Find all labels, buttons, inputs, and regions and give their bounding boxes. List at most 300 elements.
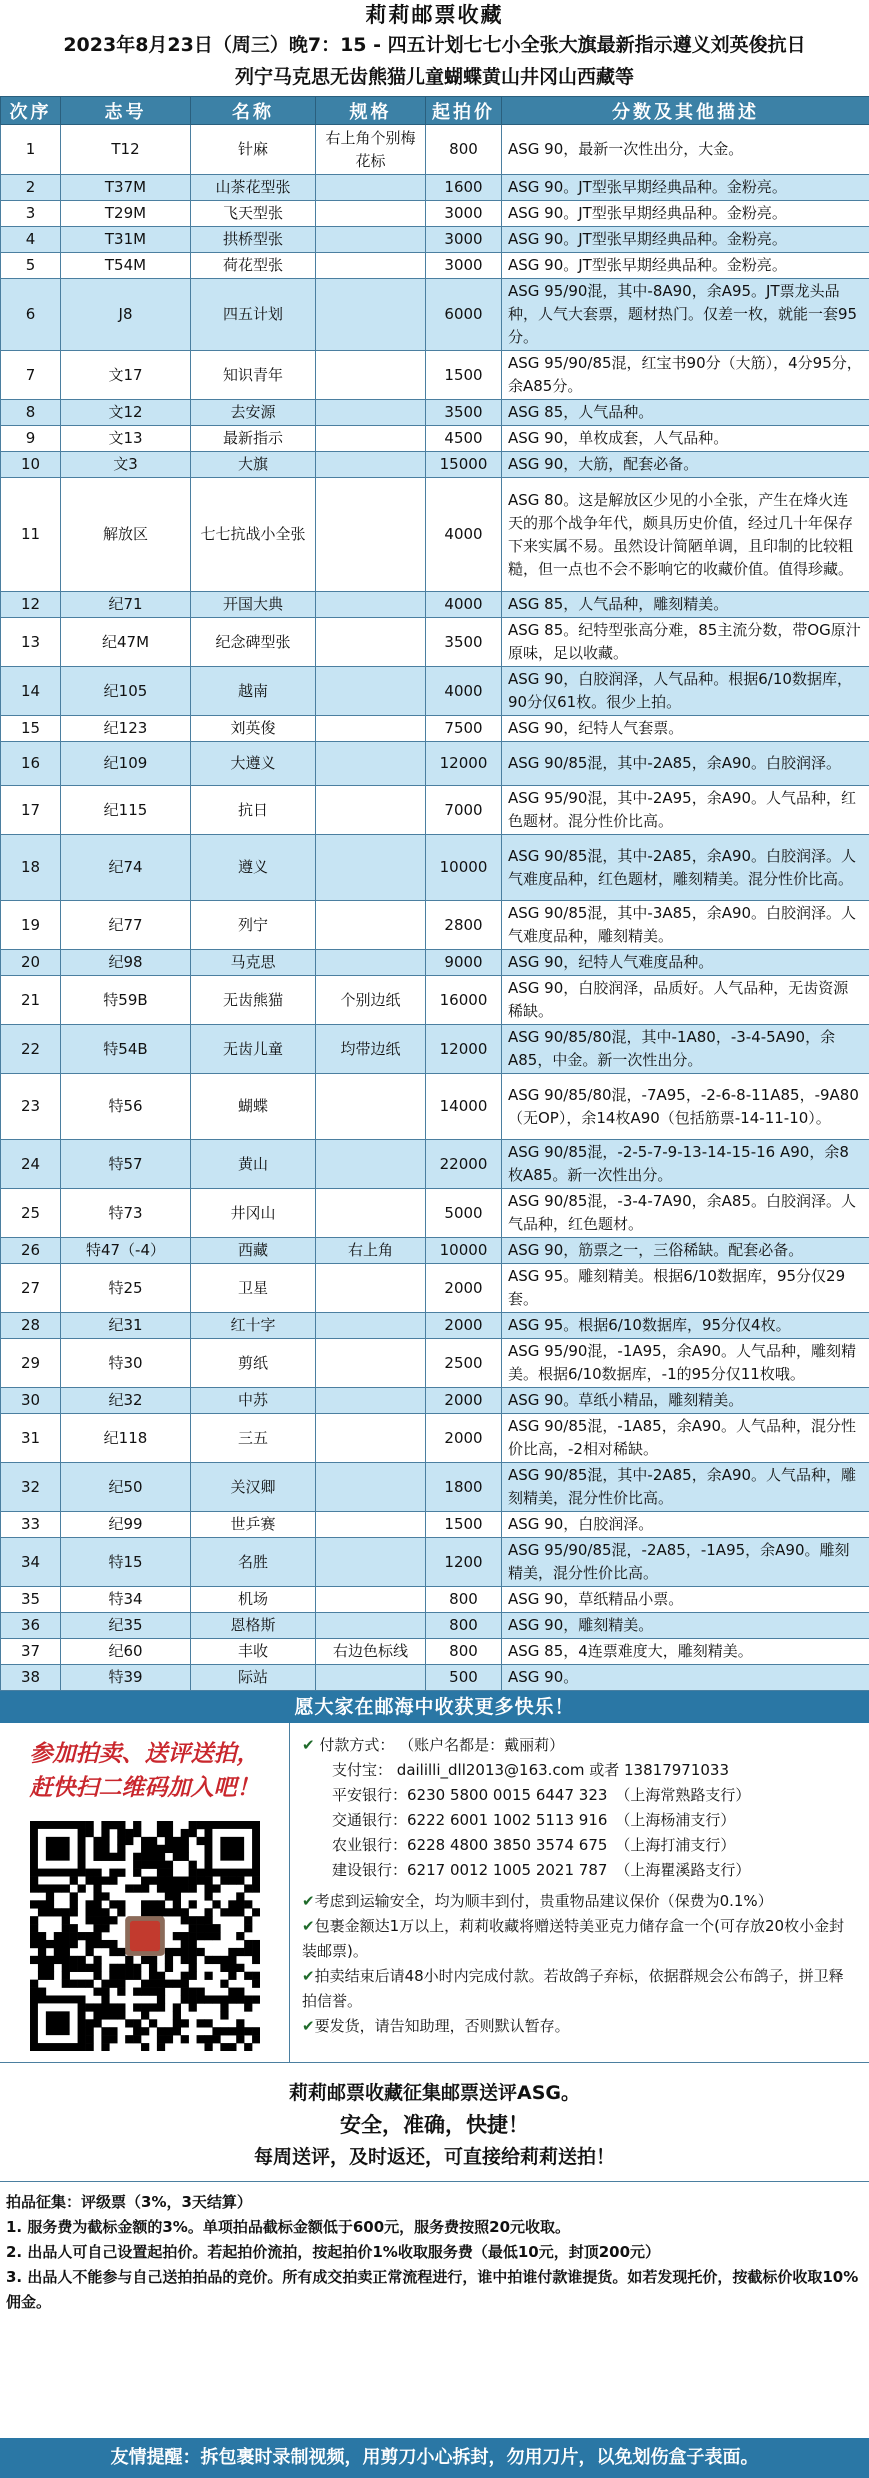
bank-number: 6217 0012 1005 2021 787 xyxy=(407,1861,608,1879)
table-row xyxy=(1,1313,869,1339)
cell-spec xyxy=(316,1665,426,1691)
cell-name: 越南 xyxy=(191,667,316,716)
cell-price: 800 xyxy=(426,125,502,175)
cell-code: T37M xyxy=(61,175,191,201)
bank-branch: （上海杨浦支行） xyxy=(615,1811,736,1829)
cell-code: T29M xyxy=(61,201,191,227)
cell-price: 4000 xyxy=(426,478,502,592)
cell-code: 纪71 xyxy=(61,592,191,618)
cell-spec xyxy=(316,1463,426,1512)
cell-name: 名胜 xyxy=(191,1538,316,1587)
cell-no: 14 xyxy=(1,667,61,716)
cell-name: 红十字 xyxy=(191,1313,316,1339)
alipay-value: daililli_dll2013@163.com 或者 13817971033 xyxy=(396,1761,729,1779)
cell-desc: ASG 90，筋票之一，三俗稀缺。配套必备。 xyxy=(502,1238,869,1264)
qr-code-icon[interactable] xyxy=(30,1821,260,2051)
page-subtitle: 2023年8月23日（周三）晚7：15 - 四五计划七七小全张大旗最新指示遵义刘英俊抗日 xyxy=(63,34,806,56)
cell-price: 2000 xyxy=(426,1313,502,1339)
cell-price: 4000 xyxy=(426,592,502,618)
table-row xyxy=(1,716,869,742)
cell-name: 井冈山 xyxy=(191,1189,316,1238)
promo-line-1: 参加拍卖、送评送拍， xyxy=(29,1740,260,1767)
cell-no: 20 xyxy=(1,950,61,976)
notice-item xyxy=(302,1964,857,2014)
cell-name: 三五 xyxy=(191,1414,316,1463)
cell-name: 去安源 xyxy=(191,400,316,426)
bank-row xyxy=(302,1858,857,1883)
table-row xyxy=(1,1463,869,1512)
cell-no: 25 xyxy=(1,1189,61,1238)
bank-label: 建设银行： xyxy=(332,1861,408,1879)
cell-spec xyxy=(316,742,426,786)
cell-name: 最新指示 xyxy=(191,426,316,452)
cell-code: 纪32 xyxy=(61,1388,191,1414)
table-row xyxy=(1,400,869,426)
table-row xyxy=(1,1587,869,1613)
cell-name: 四五计划 xyxy=(191,279,316,351)
cell-price: 5000 xyxy=(426,1189,502,1238)
cell-name: 开国大典 xyxy=(191,592,316,618)
table-row xyxy=(1,1613,869,1639)
cell-name: 马克思 xyxy=(191,950,316,976)
cell-price: 6000 xyxy=(426,279,502,351)
table-row xyxy=(1,667,869,716)
cell-name: 中苏 xyxy=(191,1388,316,1414)
cell-no: 19 xyxy=(1,901,61,950)
cell-no: 37 xyxy=(1,1639,61,1665)
cell-desc: ASG 85，4连票难度大，雕刻精美。 xyxy=(502,1639,869,1665)
bank-branch: （上海打浦支行） xyxy=(615,1836,736,1854)
cell-code: 特54B xyxy=(61,1025,191,1074)
cell-code: 特30 xyxy=(61,1339,191,1388)
notice-text: 包裹金额达1万以上，莉莉收藏将赠送特美亚克力储存盒一个(可存放20枚小金封装邮票)。 xyxy=(302,1917,845,1960)
rules-title: 拍品征集：评级票（3%，3天结算） xyxy=(6,2193,252,2211)
cell-spec xyxy=(316,227,426,253)
cell-spec xyxy=(316,592,426,618)
bank-branch: （上海常熟路支行） xyxy=(615,1786,751,1804)
cell-desc: ASG 90，最新一次性出分，大金。 xyxy=(502,125,869,175)
cell-spec xyxy=(316,1587,426,1613)
cell-desc: ASG 90，白胶润泽，品质好。人气品种，无齿资源稀缺。 xyxy=(502,976,869,1025)
table-row xyxy=(1,1264,869,1313)
cell-spec xyxy=(316,1264,426,1313)
cell-no: 28 xyxy=(1,1313,61,1339)
promo-line-2: 赶快扫二维码加入吧！ xyxy=(29,1774,260,1801)
cell-name: 抗日 xyxy=(191,786,316,835)
notice-item xyxy=(302,1889,857,1914)
cell-code: 特34 xyxy=(61,1587,191,1613)
cell-no: 27 xyxy=(1,1264,61,1313)
cell-desc: ASG 90/85混，-3-4-7A90，余A85。白胶润泽。人气品种，红色题材。 xyxy=(502,1189,869,1238)
bank-number: 6222 6001 1002 5113 916 xyxy=(407,1811,608,1829)
cell-price: 3500 xyxy=(426,618,502,667)
table-row xyxy=(1,478,869,592)
cell-name: 无齿儿童 xyxy=(191,1025,316,1074)
table-row xyxy=(1,901,869,950)
cell-desc: ASG 90，纪特人气套票。 xyxy=(502,716,869,742)
table-row xyxy=(1,786,869,835)
cell-spec xyxy=(316,950,426,976)
cell-price: 800 xyxy=(426,1613,502,1639)
cell-no: 11 xyxy=(1,478,61,592)
cell-price: 12000 xyxy=(426,742,502,786)
cell-desc: ASG 80。这是解放区少见的小全张，产生在烽火连天的那个战争年代，颇具历史价值，经过几十年保存下来实属不易。虽然设计简陋单调，且印制的比较粗糙，但一点也不会不影响它的收藏价值。值得珍藏。 xyxy=(502,478,869,592)
cell-desc: ASG 95/90混，-1A95，余A90。人气品种，雕刻精美。根据6/10数据库，-1的95分仅11枚哦。 xyxy=(502,1339,869,1388)
cell-desc: ASG 90/85/80混，其中-1A80，-3-4-5A90，余A85，中金。新一次性出分。 xyxy=(502,1025,869,1074)
cell-code: 纪31 xyxy=(61,1313,191,1339)
bank-number: 6228 4800 3850 3574 675 xyxy=(407,1836,608,1854)
cell-name: 丰收 xyxy=(191,1639,316,1665)
cell-code: 纪115 xyxy=(61,786,191,835)
cell-price: 10000 xyxy=(426,1238,502,1264)
table-row xyxy=(1,227,869,253)
cell-spec xyxy=(316,1538,426,1587)
check-icon: ✔ xyxy=(302,1736,315,1754)
cell-no: 4 xyxy=(1,227,61,253)
cell-code: 特56 xyxy=(61,1074,191,1140)
cell-code: 纪47M xyxy=(61,618,191,667)
table-row xyxy=(1,279,869,351)
cell-desc: ASG 90。JT型张早期经典品种。金粉亮。 xyxy=(502,227,869,253)
cell-no: 5 xyxy=(1,253,61,279)
cell-name: 列宁 xyxy=(191,901,316,950)
cell-no: 17 xyxy=(1,786,61,835)
cell-code: 纪60 xyxy=(61,1639,191,1665)
cell-desc: ASG 90，单枚成套，人气品种。 xyxy=(502,426,869,452)
cell-code: 特25 xyxy=(61,1264,191,1313)
cell-desc: ASG 90/85/80混，-7A95，-2-6-8-11A85，-9A80（无OP），余14枚A90（包括筋票-14-11-10）。 xyxy=(502,1074,869,1140)
cell-spec xyxy=(316,786,426,835)
cell-desc: ASG 90。JT型张早期经典品种。金粉亮。 xyxy=(502,201,869,227)
table-row xyxy=(1,1189,869,1238)
cell-spec xyxy=(316,253,426,279)
cell-price: 12000 xyxy=(426,1025,502,1074)
cell-desc: ASG 90/85混，其中-3A85，余A90。白胶润泽。人气难度品种，雕刻精美。 xyxy=(502,901,869,950)
cell-price: 7000 xyxy=(426,786,502,835)
cell-desc: ASG 90，白胶润泽，人气品种。根据6/10数据库，90分仅61枚。很少上拍。 xyxy=(502,667,869,716)
cell-code: 纪50 xyxy=(61,1463,191,1512)
cell-spec xyxy=(316,1189,426,1238)
col-header-desc: 分数及其他描述 xyxy=(502,97,869,125)
cell-price: 7500 xyxy=(426,716,502,742)
cell-spec xyxy=(316,1613,426,1639)
cell-name: 机场 xyxy=(191,1587,316,1613)
cell-no: 16 xyxy=(1,742,61,786)
cell-price: 16000 xyxy=(426,976,502,1025)
cell-code: 特47（-4） xyxy=(61,1238,191,1264)
cell-no: 22 xyxy=(1,1025,61,1074)
cell-no: 21 xyxy=(1,976,61,1025)
payment-heading: 付款方式： xyxy=(319,1736,395,1754)
cell-name: 荷花型张 xyxy=(191,253,316,279)
table-row xyxy=(1,426,869,452)
cell-price: 2000 xyxy=(426,1414,502,1463)
cell-price: 1800 xyxy=(426,1463,502,1512)
cell-no: 18 xyxy=(1,835,61,901)
cell-price: 10000 xyxy=(426,835,502,901)
table-row xyxy=(1,1140,869,1189)
cell-spec xyxy=(316,279,426,351)
col-header-code: 志号 xyxy=(61,97,191,125)
cell-name: 山茶花型张 xyxy=(191,175,316,201)
cell-code: 纪98 xyxy=(61,950,191,976)
cell-price: 14000 xyxy=(426,1074,502,1140)
cell-desc: ASG 90。JT型张早期经典品种。金粉亮。 xyxy=(502,175,869,201)
bank-row xyxy=(302,1808,857,1833)
cell-desc: ASG 90，大筋，配套必备。 xyxy=(502,452,869,478)
table-row xyxy=(1,1025,869,1074)
footer-reminder: 友情提醒：拆包裹时录制视频，用剪刀小心拆封，勿用刀片，以免划伤盒子表面。 xyxy=(0,2438,869,2478)
cell-spec xyxy=(316,901,426,950)
banner: 愿大家在邮海中收获更多快乐！ xyxy=(0,1691,869,1723)
cell-spec xyxy=(316,667,426,716)
cell-no: 12 xyxy=(1,592,61,618)
cell-spec xyxy=(316,1074,426,1140)
cell-code: 纪105 xyxy=(61,667,191,716)
cell-desc: ASG 95/90混，其中-8A90，余A95。JT票龙头品种，人气大套票，题材热门。仅差一枚，就能一套95分。 xyxy=(502,279,869,351)
rules-section xyxy=(0,2181,869,2319)
cell-no: 34 xyxy=(1,1538,61,1587)
cell-code: 特73 xyxy=(61,1189,191,1238)
cell-desc: ASG 85，人气品种，雕刻精美。 xyxy=(502,592,869,618)
cell-no: 23 xyxy=(1,1074,61,1140)
cell-name: 剪纸 xyxy=(191,1339,316,1388)
cell-desc: ASG 90。草纸小精品，雕刻精美。 xyxy=(502,1388,869,1414)
lots-table xyxy=(0,96,869,1691)
cell-name: 世乒赛 xyxy=(191,1512,316,1538)
table-row xyxy=(1,1538,869,1587)
check-icon: ✔ xyxy=(302,1967,315,1985)
payment-panel xyxy=(290,1723,869,2062)
cell-no: 36 xyxy=(1,1613,61,1639)
cell-no: 6 xyxy=(1,279,61,351)
cell-code: 纪123 xyxy=(61,716,191,742)
cell-spec xyxy=(316,1388,426,1414)
cell-code: 解放区 xyxy=(61,478,191,592)
cell-code: 特57 xyxy=(61,1140,191,1189)
rule-item: 1. 服务费为截标金额的3%。单项拍品截标金额低于600元，服务费按照20元收取。 xyxy=(6,2218,571,2236)
cell-desc: ASG 90。 xyxy=(502,1665,869,1691)
cell-code: 文3 xyxy=(61,452,191,478)
cell-price: 2500 xyxy=(426,1339,502,1388)
cell-desc: ASG 90，雕刻精美。 xyxy=(502,1613,869,1639)
table-row xyxy=(1,253,869,279)
cell-spec xyxy=(316,1512,426,1538)
cell-spec xyxy=(316,1414,426,1463)
cell-name: 卫星 xyxy=(191,1264,316,1313)
cell-name: 刘英俊 xyxy=(191,716,316,742)
notice-text: 要发货，请告知助理，否则默认暂存。 xyxy=(314,2017,570,2035)
cell-code: J8 xyxy=(61,279,191,351)
table-row xyxy=(1,1238,869,1264)
check-icon: ✔ xyxy=(302,2017,315,2035)
cell-spec: 个别边纸 xyxy=(316,976,426,1025)
notice-text: 拍卖结束后请48小时内完成付款。若故鸽子弃标，依据群规会公布鸽子，拼卫释拍信誉。 xyxy=(302,1967,844,2010)
cell-desc: ASG 90/85混，其中-2A85，余A90。人气品种，雕刻精美，混分性价比高。 xyxy=(502,1463,869,1512)
payment-account-note: （账户名都是：戴丽莉） xyxy=(399,1736,565,1754)
col-header-price: 起拍价 xyxy=(426,97,502,125)
cell-code: 纪109 xyxy=(61,742,191,786)
cell-price: 2800 xyxy=(426,901,502,950)
cell-code: T12 xyxy=(61,125,191,175)
col-header-no: 次序 xyxy=(1,97,61,125)
cell-desc: ASG 95/90混，其中-2A95，余A90。人气品种，红色题材。混分性价比高。 xyxy=(502,786,869,835)
cell-spec xyxy=(316,618,426,667)
cell-desc: ASG 90/85混，-1A85，余A90。人气品种，混分性价比高，-2相对稀缺。 xyxy=(502,1414,869,1463)
cell-no: 31 xyxy=(1,1414,61,1463)
page-subtitle-2: 列宁马克思无齿熊猫儿童蝴蝶黄山井冈山西藏等 xyxy=(234,66,634,88)
notice-item xyxy=(302,2014,857,2039)
cell-code: T54M xyxy=(61,253,191,279)
table-row xyxy=(1,351,869,400)
cell-price: 1200 xyxy=(426,1538,502,1587)
cell-spec xyxy=(316,478,426,592)
cell-name: 西藏 xyxy=(191,1238,316,1264)
cell-price: 2000 xyxy=(426,1388,502,1414)
cell-spec xyxy=(316,835,426,901)
bank-number: 6230 5800 0015 6447 323 xyxy=(407,1786,608,1804)
cell-code: 特59B xyxy=(61,976,191,1025)
col-header-spec: 规格 xyxy=(316,97,426,125)
cell-name: 黄山 xyxy=(191,1140,316,1189)
closing-line-3: 每周送评，及时返还，可直接给莉莉送拍！ xyxy=(253,2146,615,2168)
cell-code: 文13 xyxy=(61,426,191,452)
cell-spec xyxy=(316,716,426,742)
alipay-label: 支付宝： xyxy=(332,1761,393,1779)
cell-no: 38 xyxy=(1,1665,61,1691)
closing-line-1: 莉莉邮票收藏征集邮票送评ASG。 xyxy=(289,2082,580,2104)
cell-no: 2 xyxy=(1,175,61,201)
cell-spec xyxy=(316,1140,426,1189)
cell-no: 8 xyxy=(1,400,61,426)
cell-desc: ASG 90，纪特人气难度品种。 xyxy=(502,950,869,976)
cell-name: 大遵义 xyxy=(191,742,316,786)
cell-no: 10 xyxy=(1,452,61,478)
cell-no: 7 xyxy=(1,351,61,400)
table-row xyxy=(1,742,869,786)
cell-spec xyxy=(316,1313,426,1339)
info-section xyxy=(0,1723,869,2063)
cell-spec: 右上角 xyxy=(316,1238,426,1264)
cell-spec xyxy=(316,400,426,426)
bank-label: 交通银行： xyxy=(332,1811,408,1829)
cell-price: 1500 xyxy=(426,1512,502,1538)
cell-code: 纪74 xyxy=(61,835,191,901)
notice-item xyxy=(302,1914,857,1964)
notice-list xyxy=(302,1889,857,2039)
cell-price: 1500 xyxy=(426,351,502,400)
cell-desc: ASG 85。纪特型张高分难，85主流分数，带OG原汁原味，足以收藏。 xyxy=(502,618,869,667)
rule-item: 2. 出品人可自己设置起拍价。若起拍价流拍，按起拍价1%收取服务费（最低10元，封顶200元） xyxy=(6,2243,661,2261)
check-icon: ✔ xyxy=(302,1892,315,1910)
cell-name: 蝴蝶 xyxy=(191,1074,316,1140)
cell-desc: ASG 95/90/85混，-2A85，-1A95，余A90。雕刻精美，混分性价比高。 xyxy=(502,1538,869,1587)
notice-text: 考虑到运输安全，均为顺丰到付，贵重物品建议保价（保费为0.1%） xyxy=(314,1892,773,1910)
cell-no: 33 xyxy=(1,1512,61,1538)
cell-code: 文12 xyxy=(61,400,191,426)
cell-price: 3000 xyxy=(426,201,502,227)
cell-name: 遵义 xyxy=(191,835,316,901)
cell-spec xyxy=(316,351,426,400)
table-row xyxy=(1,125,869,175)
cell-price: 800 xyxy=(426,1587,502,1613)
promo-panel xyxy=(0,1723,290,2062)
table-row xyxy=(1,1339,869,1388)
cell-name: 大旗 xyxy=(191,452,316,478)
cell-code: 纪77 xyxy=(61,901,191,950)
cell-spec xyxy=(316,1339,426,1388)
cell-price: 500 xyxy=(426,1665,502,1691)
cell-name: 知识青年 xyxy=(191,351,316,400)
cell-code: 特39 xyxy=(61,1665,191,1691)
cell-no: 13 xyxy=(1,618,61,667)
table-row xyxy=(1,175,869,201)
cell-no: 30 xyxy=(1,1388,61,1414)
cell-name: 拱桥型张 xyxy=(191,227,316,253)
table-row xyxy=(1,592,869,618)
cell-price: 1600 xyxy=(426,175,502,201)
bank-row xyxy=(302,1783,857,1808)
lots-table-body xyxy=(1,125,869,1691)
table-row xyxy=(1,835,869,901)
cell-no: 32 xyxy=(1,1463,61,1512)
cell-no: 29 xyxy=(1,1339,61,1388)
cell-desc: ASG 90/85混，-2-5-7-9-13-14-15-16 A90，余8枚A85。新一次性出分。 xyxy=(502,1140,869,1189)
cell-name: 针麻 xyxy=(191,125,316,175)
cell-name: 纪念碑型张 xyxy=(191,618,316,667)
cell-no: 3 xyxy=(1,201,61,227)
table-row xyxy=(1,976,869,1025)
table-row xyxy=(1,1665,869,1691)
cell-price: 800 xyxy=(426,1639,502,1665)
table-header-row xyxy=(1,97,869,125)
cell-code: T31M xyxy=(61,227,191,253)
cell-name: 飞天型张 xyxy=(191,201,316,227)
cell-no: 9 xyxy=(1,426,61,452)
cell-code: 纪118 xyxy=(61,1414,191,1463)
cell-price: 3500 xyxy=(426,400,502,426)
cell-no: 26 xyxy=(1,1238,61,1264)
cell-name: 恩格斯 xyxy=(191,1613,316,1639)
closing-line-2: 安全，准确，快捷！ xyxy=(340,2113,529,2137)
cell-desc: ASG 90/85混，其中-2A85，余A90。白胶润泽。 xyxy=(502,742,869,786)
cell-name: 七七抗战小全张 xyxy=(191,478,316,592)
cell-code: 纪99 xyxy=(61,1512,191,1538)
col-header-name: 名称 xyxy=(191,97,316,125)
cell-spec xyxy=(316,426,426,452)
cell-no: 15 xyxy=(1,716,61,742)
cell-price: 2000 xyxy=(426,1264,502,1313)
cell-spec xyxy=(316,201,426,227)
cell-spec xyxy=(316,175,426,201)
cell-price: 4500 xyxy=(426,426,502,452)
table-row xyxy=(1,1414,869,1463)
cell-desc: ASG 90。JT型张早期经典品种。金粉亮。 xyxy=(502,253,869,279)
table-row xyxy=(1,1388,869,1414)
cell-spec: 均带边纸 xyxy=(316,1025,426,1074)
cell-price: 3000 xyxy=(426,227,502,253)
cell-name: 无齿熊猫 xyxy=(191,976,316,1025)
cell-no: 35 xyxy=(1,1587,61,1613)
bank-list xyxy=(302,1783,857,1883)
cell-desc: ASG 90，草纸精品小票。 xyxy=(502,1587,869,1613)
cell-price: 9000 xyxy=(426,950,502,976)
cell-code: 文17 xyxy=(61,351,191,400)
cell-code: 纪35 xyxy=(61,1613,191,1639)
cell-price: 15000 xyxy=(426,452,502,478)
cell-name: 关汉卿 xyxy=(191,1463,316,1512)
table-row xyxy=(1,950,869,976)
